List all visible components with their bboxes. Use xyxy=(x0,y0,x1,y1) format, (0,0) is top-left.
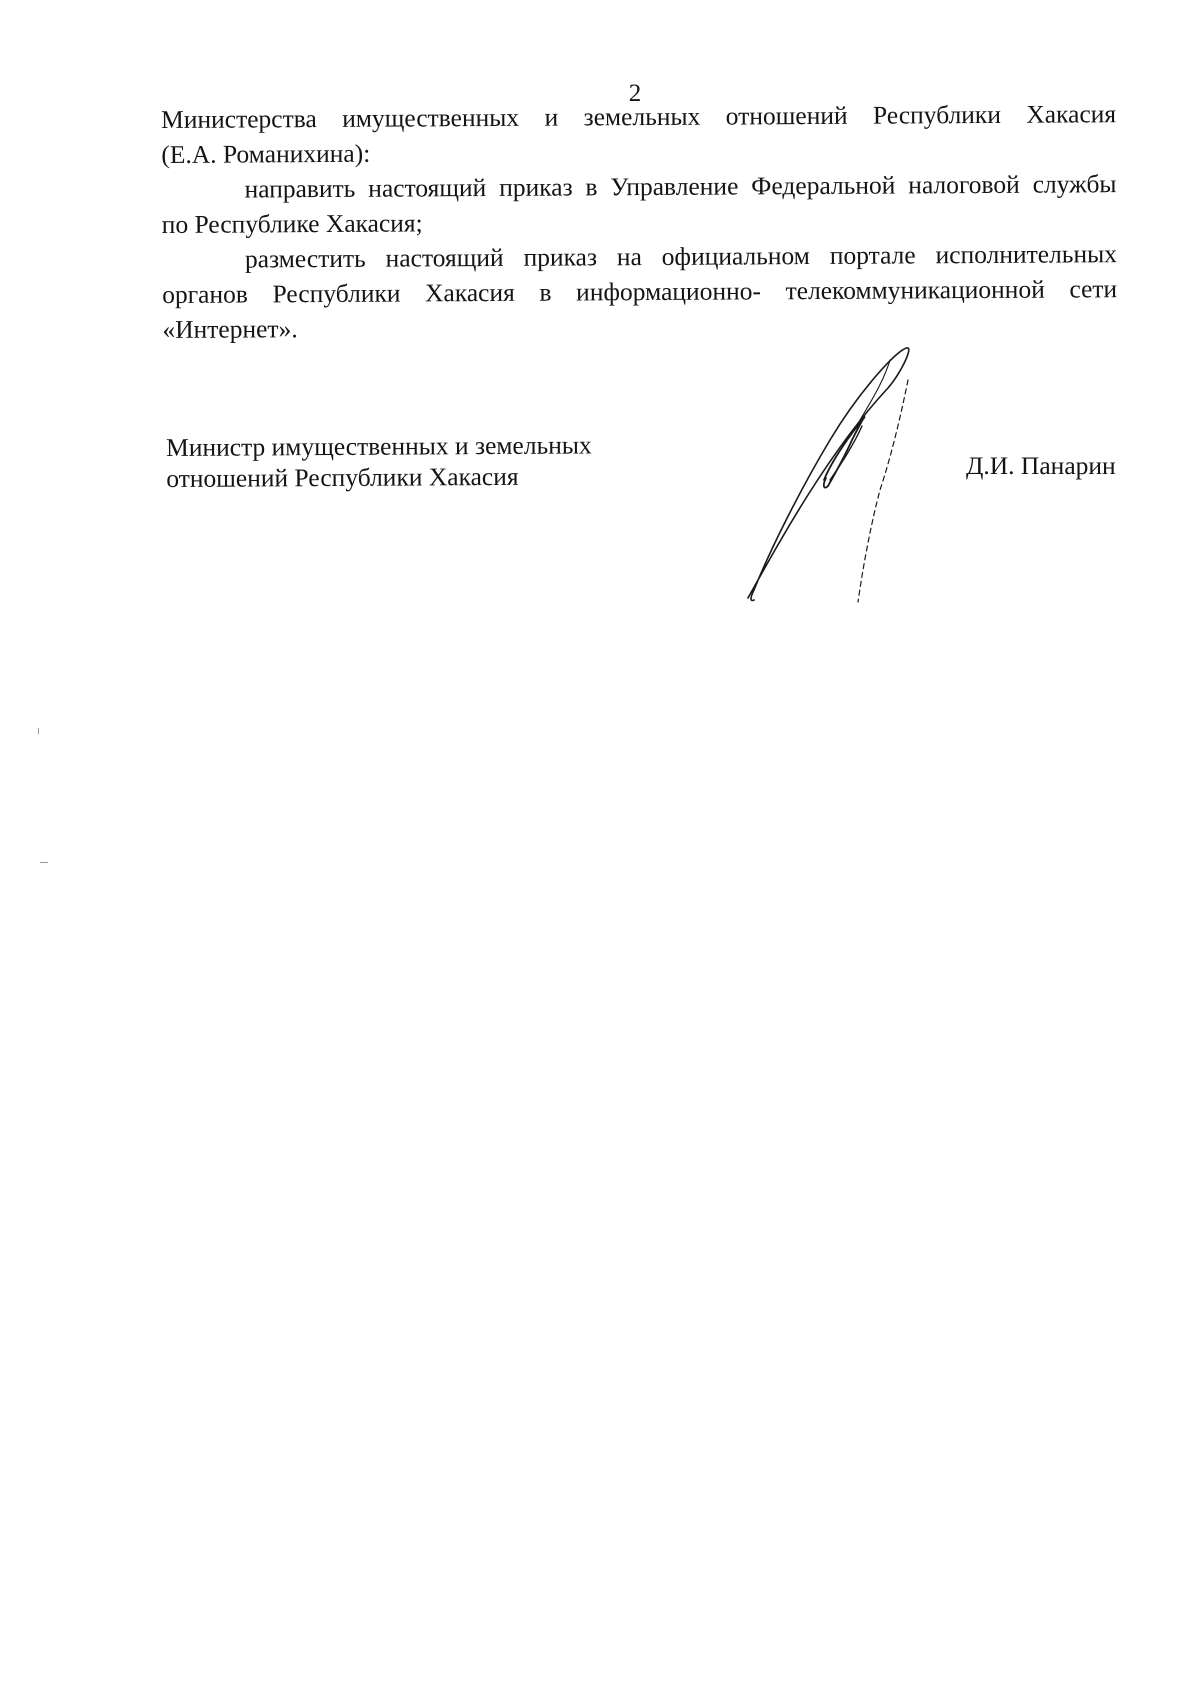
paragraph-2-line-2: по Республике Хакасия; xyxy=(161,208,423,239)
scan-artifact xyxy=(40,862,48,863)
signatory-title-line-2: отношений Республики Хакасия xyxy=(166,461,519,493)
paragraph-2-line-1: направить настоящий приказ в Управление Федеральной налоговой службы xyxy=(244,169,1117,204)
handwritten-signature xyxy=(740,340,960,620)
paragraph-3-line-1: разместить настоящий приказ на официальном портале исполнительных xyxy=(244,239,1118,274)
paragraph-3-line-2: органов Республики Хакасия в информационно- телекоммуникационной сети xyxy=(162,274,1118,309)
paragraph-1-line-2: (Е.А. Романихина): xyxy=(161,138,371,169)
scan-artifact xyxy=(38,728,39,734)
document-body xyxy=(161,96,1117,347)
paragraph-1-line-1: Министерства имущественных и земельных отношений Республики Хакасия xyxy=(161,99,1117,134)
page-number: 2 xyxy=(628,80,642,107)
signer-name: Д.И. Панарин xyxy=(966,451,1116,480)
signatory-title xyxy=(166,429,592,494)
paragraph-3-line-3: «Интернет». xyxy=(162,314,298,344)
signatory-title-line-1: Министр имущественных и земельных xyxy=(166,430,592,462)
